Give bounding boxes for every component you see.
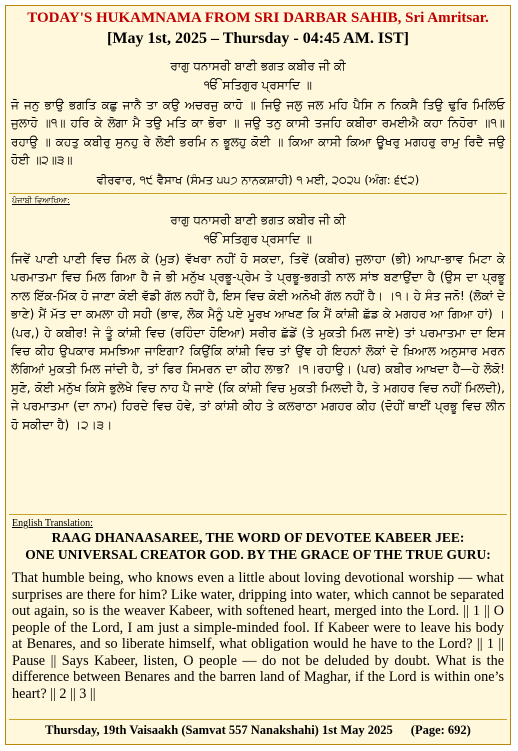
footer-date: Thursday, 19th Vaisaakh (Samvat 557 Nanakshahi) 1st May 2025 [45, 723, 393, 737]
punjabi-ikonkar-line: ੴ ਸਤਿਗੁਰ ਪ੍ਰਸਾਦਿ ॥ [204, 232, 312, 246]
english-heading-ikonkar: ONE UNIVERSAL CREATOR GOD. BY THE GRACE OF THE TRUE GURU: [25, 547, 491, 562]
gurmukhi-date-line: ਵੀਰਵਾਰ, ੧੯ ਵੈਸਾਖ (ਸੰਮਤ ੫੫੭ ਨਾਨਕਸ਼ਾਹੀ) ੧ ਮਈ, ੨੦੨੫ (ਅੰਗ: ੬੯੨) [96, 173, 420, 187]
section-divider [9, 193, 507, 194]
footer [6, 723, 510, 738]
section-divider [9, 719, 507, 720]
gurmukhi-ikonkar-line: ੴ ਸਤਿਗੁਰ ਪ੍ਰਸਾਦਿ ॥ [204, 78, 312, 92]
english-translation-text: That humble being, who knows even a little about loving devotional worship — what surprises are there for him? Like water, dripping into water, which cannot be separated out again, so is the weaver Kabeer, with softened heart, merged into the Lord. || 1 || O people of the Lord, I am just a simple-minded fool. If Kabeer were to leave his body at Benares, and so liberate himself, what obligation would he have to the Lord? || 1 || Pause || Says Kabeer, listen, O people — do not be deluded by doubt. What is the difference between Benares and the barren land of Maghar, if the Lord is within one’s heart? || 2 || 3 || [12, 570, 504, 702]
page-title: TODAY'S HUKAMNAMA FROM SRI DARBAR SAHIB, Sri Amritsar. [27, 10, 489, 26]
section-divider [9, 514, 507, 515]
footer-page-ref: (Page: 692) [410, 723, 471, 737]
punjabi-raag-heading: ਰਾਗੁ ਧਨਾਸਰੀ ਬਾਣੀ ਭਗਤ ਕਬੀਰ ਜੀ ਕੀ [170, 213, 346, 227]
gurmukhi-shabad-text: ਜੋ ਜਨੁ ਭਾਉ ਭਗਤਿ ਕਛੁ ਜਾਨੈ ਤਾ ਕਉ ਅਚਰਜੁ ਕਾਹੋ ॥ ਜਿਉ ਜਲੁ ਜਲ ਮਹਿ ਪੈਸਿ ਨ ਨਿਕਸੈ ਤਿਉ ਢੁਰਿ ਮਿਲਿਓ ਜੁਲਾਹੋ ॥੧॥ ਹਰਿ ਕੇ ਲੋਗਾ ਮੈ ਤਉ ਮਤਿ ਕਾ ਭੋਰਾ ॥ ਜਉ ਤਨੁ ਕਾਸੀ ਤਜਹਿ ਕਬੀਰਾ ਰਮਈਐ ਕਹਾ ਨਿਹੋਰਾ ॥੧॥ ਰਹਾਉ ॥ ਕਹਤੁ ਕਬੀਰੁ ਸੁਨਹੁ ਰੇ ਲੋਈ ਭਰਮਿ ਨ ਭੂਲਹੁ ਕੋਈ ॥ ਕਿਆ ਕਾਸੀ ਕਿਆ ਊਖਰੁ ਮਗਹਰੁ ਰਾਮੁ ਰਿਦੈ ਜਉ ਹੋਈ ॥੨॥੩॥ [11, 98, 505, 168]
header-date: [May 1st, 2025 – Thursday - 04:45 AM. IST] [107, 30, 409, 47]
english-section-label: English Translation: [12, 518, 93, 529]
punjabi-section-label: ਪੰਜਾਬੀ ਵਿਆਖਿਆ: [12, 196, 70, 205]
gurmukhi-raag-heading: ਰਾਗੁ ਧਨਾਸਰੀ ਬਾਣੀ ਭਗਤ ਕਬੀਰ ਜੀ ਕੀ [170, 59, 346, 73]
punjabi-explanation-text: ਜਿਵੇਂ ਪਾਣੀ ਪਾਣੀ ਵਿਚ ਮਿਲ ਕੇ (ਮੁੜ) ਵੱਖਰਾ ਨਹੀਂ ਹੋ ਸਕਦਾ, ਤਿਵੇਂ (ਕਬੀਰ) ਜੁਲਾਹਾ (ਭੀ) ਆਪਾ-ਭਾਵ ਮਿਟਾ ਕੇ ਪਰਮਾਤਮਾ ਵਿਚ ਮਿਲ ਗਿਆ ਹੈ ਜੋ ਭੀ ਮਨੁੱਖ ਪ੍ਰਭੂ-ਪ੍ਰੇਮ ਤੇ ਪ੍ਰਭੂ-ਭਗਤੀ ਨਾਲ ਸਾਂਝ ਬਣਾਉਂਦਾ ਹੈ (ਉਸ ਦਾ ਪ੍ਰਭੂ ਨਾਲ ਇੱਕ-ਮਿੱਕ ਹੋ ਜਾਣਾ ਕੋਈ ਵੱਡੀ ਗੱਲ ਨਹੀਂ ਹੈ, ਇਸ ਵਿਚ ਕੋਈ ਅਨੋਖੀ ਗੱਲ ਨਹੀਂ ਹੈ। ।੧। ਹੇ ਸੰਤ ਜਨੋ! (ਲੋਕਾਂ ਦੇ ਭਾਣੇ) ਮੈਂ ਮੱਤ ਦਾ ਕਮਲਾ ਹੀ ਸਹੀ (ਭਾਵ, ਲੋਕ ਮੈਨੂੰ ਪਏ ਮੂਰਖ ਆਖਣ ਕਿ ਮੈਂ ਕਾਂਸ਼ੀ ਛੱਡ ਕੇ ਮਗਹਰ ਆ ਗਿਆ ਹਾਂ) । (ਪਰ,) ਹੇ ਕਬੀਰ! ਜੇ ਤੂੰ ਕਾਂਸ਼ੀ ਵਿਚ (ਰਹਿੰਦਾ ਹੋਇਆ) ਸਰੀਰ ਛੱਡੇਂ (ਤੇ ਮੁਕਤੀ ਮਿਲ ਜਾਏ) ਤਾਂ ਪਰਮਾਤਮਾ ਦਾ ਇਸ ਵਿਚ ਕੀਹ ਉਪਕਾਰ ਸਮਝਿਆ ਜਾਇਗਾ? ਕਿਉਂਕਿ ਕਾਂਸ਼ੀ ਵਿਚ ਤਾਂ ਉਂਞ ਹੀ ਇਹਨਾਂ ਲੋਕਾਂ ਦੇ ਖ਼ਿਆਲ ਅਨੁਸਾਰ ਮਰਨ ਲੱਗਿਆਂ ਮੁਕਤੀ ਮਿਲ ਜਾਂਦੀ ਹੈ, ਤਾਂ ਫਿਰ ਸਿਮਰਨ ਦਾ ਕੀਹ ਲਾਭ? ।੧।ਰਹਾਉ। (ਪਰ) ਕਬੀਰ ਆਖਦਾ ਹੈ—ਹੇ ਲੋਕੋ! ਸੁਣੋ, ਕੋਈ ਮਨੁੱਖ ਕਿਸੇ ਭੁਲੇਖੇ ਵਿਚ ਨਾਹ ਪੈ ਜਾਏ (ਕਿ ਕਾਂਸ਼ੀ ਵਿਚ ਮੁਕਤੀ ਮਿਲਦੀ ਹੈ, ਤੇ ਮਗਹਰ ਵਿਚ ਨਹੀਂ ਮਿਲਦੀ), ਜੇ ਪਰਮਾਤਮਾ (ਦਾ ਨਾਮ) ਹਿਰਦੇ ਵਿਚ ਹੋਵੇ, ਤਾਂ ਕਾਂਸ਼ੀ ਕੀਹ ਤੇ ਕਲਰਾਠਾ ਮਗਹਰ ਕੀਹ (ਦੋਹੀਂ ਥਾਈਂ ਪ੍ਰਭੂ ਵਿਚ ਲੀਨ ਹੋ ਸਕੀਦਾ ਹੈ) ।੨।੩। [11, 252, 505, 432]
hukamnama-page [5, 5, 511, 745]
english-heading-raag: RAAG DHANAASAREE, THE WORD OF DEVOTEE KABEER JEE: [51, 530, 465, 545]
